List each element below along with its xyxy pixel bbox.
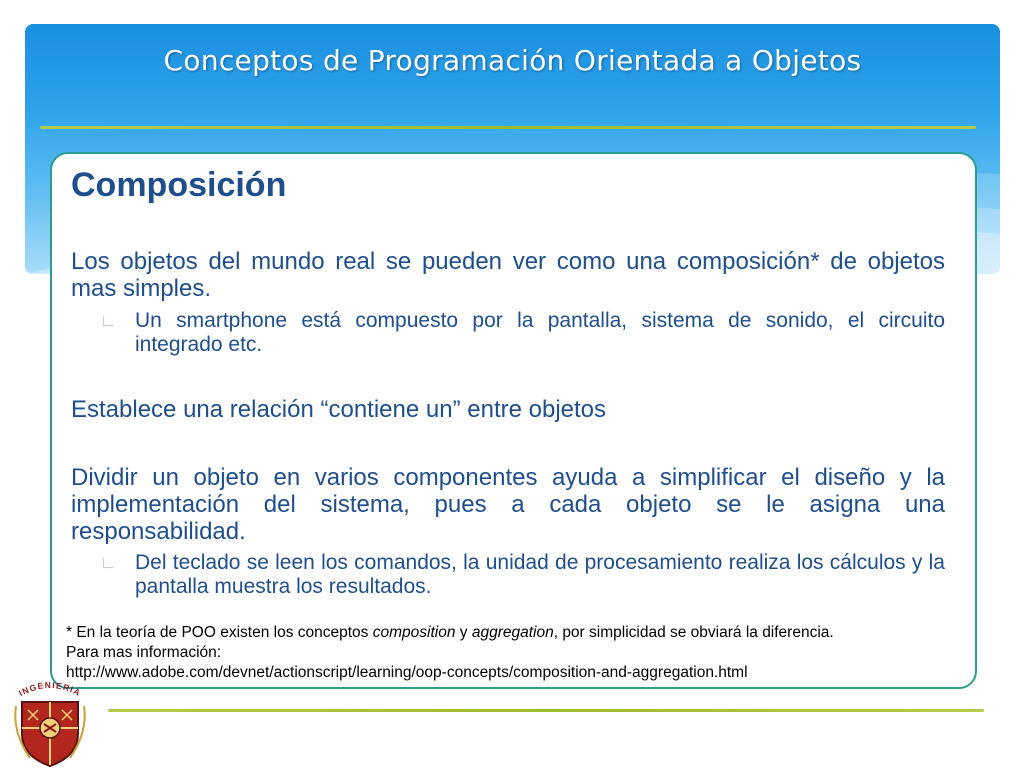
bullet-corner-icon <box>102 315 114 327</box>
term-aggregation: aggregation <box>471 624 554 641</box>
slide-title: Conceptos de Programación Orientada a Objetos <box>163 44 862 77</box>
term-composition: composition <box>372 624 456 641</box>
paragraph-contains-relation: Establece una relación “contiene un” entre objetos <box>71 396 607 423</box>
footnote-url: http://www.adobe.com/devnet/actionscript/learning/oop-concepts/composition-and-aggregation.html <box>66 664 748 681</box>
footnote-line-2: Para mas información: <box>66 644 222 661</box>
paragraph-divide-components: Dividir un objeto en varios componentes ayuda a simplificar el diseño y la implementación del sistema, pues a cada objeto se le asigna una responsabilidad. <box>71 464 945 545</box>
title-divider <box>40 126 976 129</box>
bullet-smartphone-example <box>100 309 945 357</box>
bullet-corner-icon <box>102 557 114 569</box>
bullet-text: Un smartphone está compuesto por la pantalla, sistema de sonido, el circuito integrado etc. <box>135 309 945 356</box>
section-heading: Composición <box>71 166 287 204</box>
paragraph-composition-definition: Los objetos del mundo real se pueden ver como una composición* de objetos mas simples. <box>71 248 945 302</box>
footnote-line-1: * En la teoría de POO existen los conceptos composition y aggregation, por simplicidad se obviará la diferencia. <box>66 624 834 641</box>
footnote <box>66 623 966 683</box>
footer-divider <box>108 709 984 712</box>
logo-text: INGENIERIA <box>16 679 83 699</box>
bullet-keyboard-example <box>100 551 945 599</box>
unam-engineering-shield-icon <box>8 672 92 768</box>
svg-text:INGENIERIA <box>17 680 83 698</box>
bullet-text: Del teclado se leen los comandos, la unidad de procesamiento realiza los cálculos y la pantalla muestra los resultados. <box>135 551 945 598</box>
